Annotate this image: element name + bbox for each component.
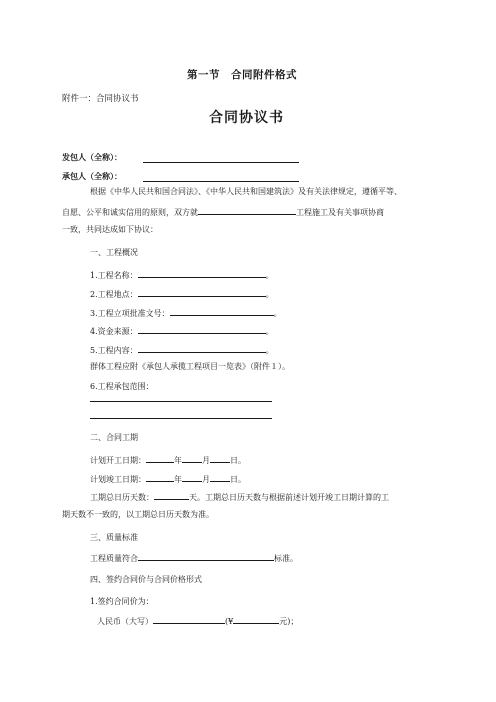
planned-start-date: 计划开工日期： 年 月 日。 bbox=[90, 453, 246, 467]
item-project-content: 5.工程内容： 。 bbox=[90, 343, 274, 357]
heading-quality-standard: 三、质量标准 bbox=[90, 533, 138, 542]
section-title: 第一节 合同附件格式 bbox=[187, 69, 297, 81]
start-day-field bbox=[210, 453, 230, 463]
intro-line-2b: 工程施工及有关事项协商 bbox=[296, 208, 384, 217]
party-b-label: 承包人（全称）： bbox=[62, 172, 122, 181]
planned-completion-date: 计划竣工日期： 年 月 日。 bbox=[90, 472, 246, 486]
project-content-field bbox=[138, 343, 266, 353]
item-contract-scope: 6.工程承包范围： bbox=[90, 382, 154, 391]
party-a-blank bbox=[143, 162, 299, 163]
intro-line-2 bbox=[62, 205, 384, 219]
quality-standard-line: 工程质量符合 标准。 bbox=[90, 551, 298, 565]
item-approval-number: 3.工程立项批准文号： 。 bbox=[90, 306, 282, 320]
end-year-field bbox=[146, 472, 174, 482]
project-name-field bbox=[138, 268, 266, 278]
funding-source-field bbox=[138, 324, 266, 334]
heading-project-overview: 一、工程概况 bbox=[90, 248, 138, 257]
contract-price-line: 人民币（大写） (¥ 元)； bbox=[97, 614, 298, 628]
intro-line-2a: 自愿、公平和诚实信用的原则，双方就 bbox=[62, 208, 198, 217]
heading-contract-period: 二、合同工期 bbox=[90, 433, 138, 442]
project-location-field bbox=[138, 287, 266, 297]
intro-line-1: 根据《中华人民共和国合同法》、《中华人民共和国建筑法》及有关法律规定，遵循平等、 bbox=[90, 187, 402, 196]
start-month-field bbox=[182, 453, 202, 463]
intro-line-3: 一致，共同达成如下协议： bbox=[62, 225, 158, 234]
heading-contract-price: 四、签约合同价与合同价格形式 bbox=[90, 575, 202, 584]
group-project-note: 群体工程应附《承包人承揽工程项目一览表》（附件１）。 bbox=[90, 362, 290, 371]
party-a-label: 发包人（全称）： bbox=[62, 153, 122, 162]
total-days-field bbox=[154, 490, 189, 500]
approval-number-field bbox=[170, 306, 274, 316]
price-in-words-field bbox=[153, 614, 225, 624]
contract-price-label: 1.签约合同价为： bbox=[90, 597, 154, 606]
quality-standard-field bbox=[138, 551, 274, 561]
end-month-field bbox=[182, 472, 202, 482]
project-name-blank bbox=[198, 205, 296, 215]
item-project-name: 1.工程名称： 。 bbox=[90, 268, 274, 282]
document-title: 合同协议书 bbox=[209, 110, 284, 126]
total-days-line-1: 工期总日历天数： 天。工期总日历天数与根据前述计划开竣工日期计算的工 bbox=[90, 490, 389, 504]
price-in-figures-field bbox=[233, 614, 279, 624]
scope-blank-2 bbox=[90, 418, 272, 419]
item-project-location: 2.工程地点： 。 bbox=[90, 287, 274, 301]
item-funding-source: 4.资金来源： 。 bbox=[90, 324, 274, 338]
total-days-line-2: 期天数不一致的，以工期总日历天数为准。 bbox=[62, 510, 214, 519]
start-year-field bbox=[146, 453, 174, 463]
scope-blank-1 bbox=[90, 401, 272, 402]
party-b-blank bbox=[143, 181, 299, 182]
end-day-field bbox=[210, 472, 230, 482]
annex-label: 附件一：合同协议书 bbox=[62, 94, 139, 104]
